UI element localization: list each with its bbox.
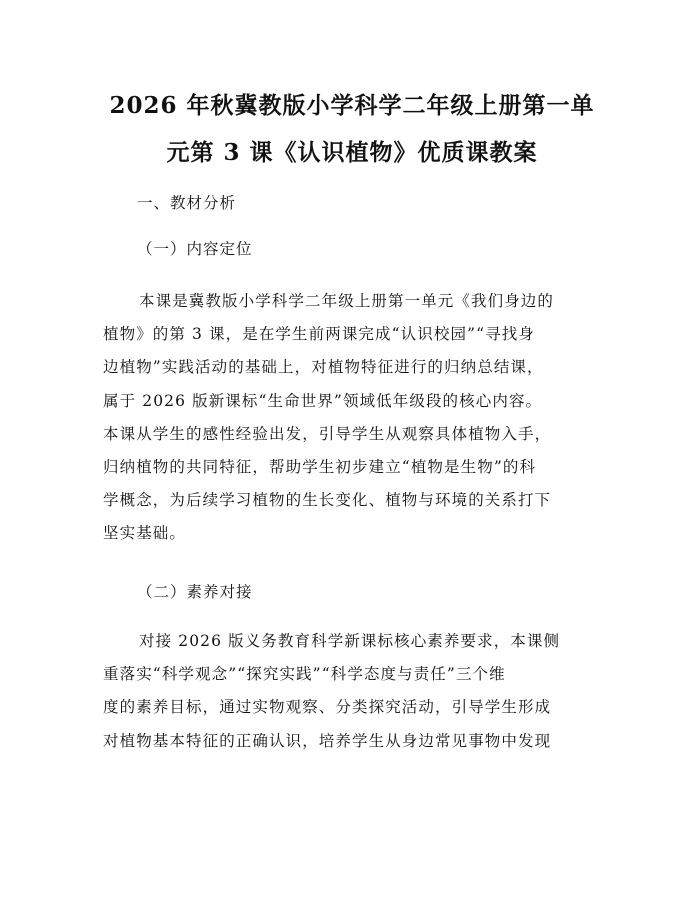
paragraph-line: 学概念，为后续学习植物的生长变化、植物与环境的关系打下 xyxy=(103,491,552,510)
paragraph-line: 本课是冀教版小学科学二年级上册第一单元《我们身边的 xyxy=(139,292,555,310)
document-title-line-2: 元第 3 课《认识植物》优质课教案 xyxy=(166,139,538,166)
paragraph-content-positioning xyxy=(103,285,603,551)
paragraph-line: 重落实“科学观念”“探究实践”“科学态度与责任”三个维 xyxy=(103,665,506,684)
section-heading-textbook-analysis: 一、教材分析 xyxy=(137,194,237,212)
paragraph-line: 边植物”实践活动的基础上，对植物特征进行的归纳总结课， xyxy=(103,358,544,377)
paragraph-line: 归纳植物的共同特征，帮助学生初步建立“植物是生物”的科 xyxy=(103,457,537,476)
paragraph-line: 对植物基本特征的正确认识，培养学生从身边常见事物中发现 xyxy=(103,731,552,750)
paragraph-literacy-alignment xyxy=(103,625,603,758)
paragraph-line: 本课从学生的感性经验出发，引导学生从观察具体植物入手， xyxy=(103,424,552,443)
document-title-line-1: 2026 年秋冀教版小学科学二年级上册第一单 xyxy=(109,92,595,119)
subsection-heading-content-positioning: （一）内容定位 xyxy=(137,240,253,258)
paragraph-line: 对接 2026 版义务教育科学新课标核心素养要求，本课侧 xyxy=(139,632,561,650)
paragraph-line: 度的素养目标，通过实物观察、分类探究活动，引导学生形成 xyxy=(103,698,552,717)
paragraph-line: 坚实基础。 xyxy=(103,524,187,543)
subsection-heading-literacy-alignment: （二）素养对接 xyxy=(137,583,253,601)
paragraph-line: 属于 2026 版新课标“生命世界”领域低年级段的核心内容。 xyxy=(103,391,543,410)
paragraph-line: 植物》的第 3 课，是在学生前两课完成“认识校园”“寻找身 xyxy=(103,325,535,344)
